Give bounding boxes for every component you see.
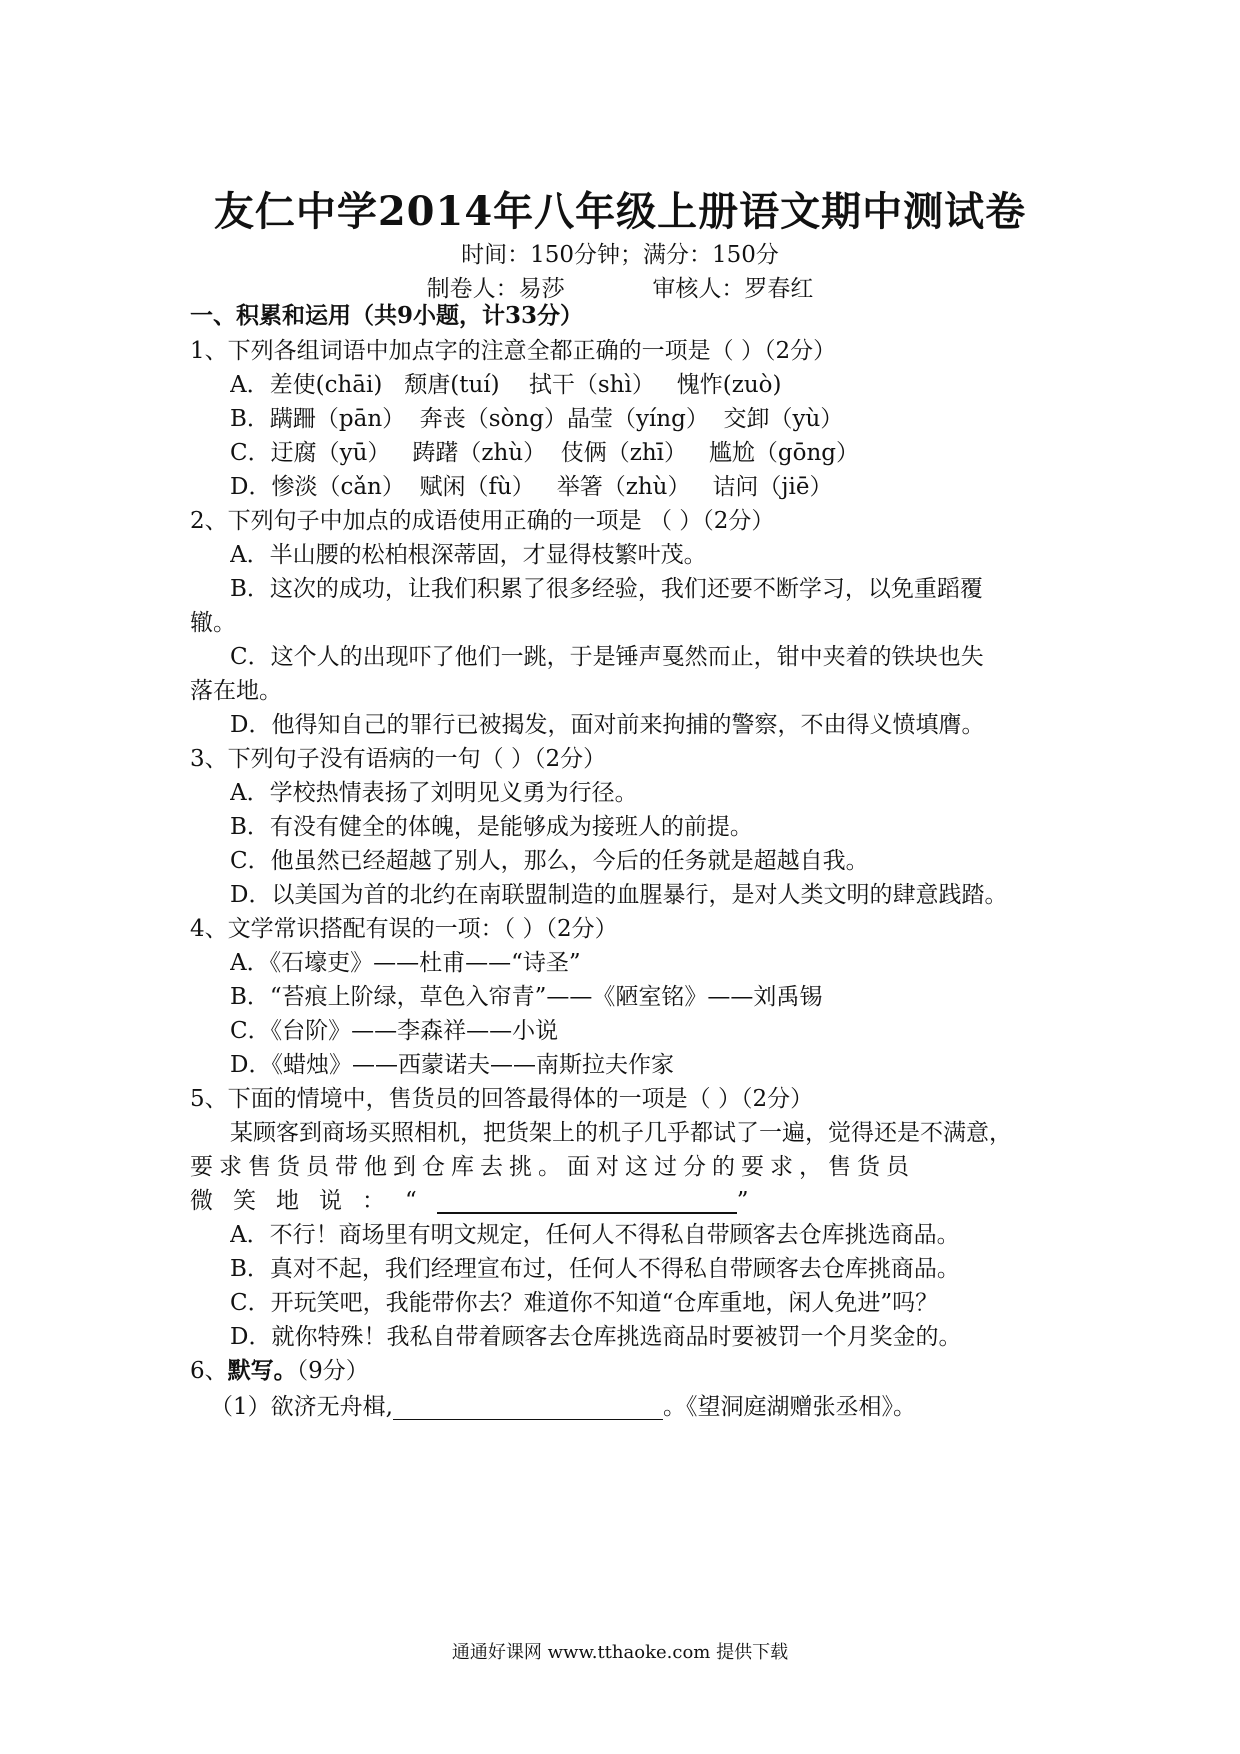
q1-option-c: C．迂腐（yū） 踌躇（zhù） 伎俩（zhī） 尴尬（gōng） — [230, 440, 860, 466]
q5-quote-prefix: 微笑地说：“ — [190, 1188, 437, 1214]
q5-stem: 5、下面的情境中，售货员的回答最得体的一项是（ ）（2分） — [190, 1086, 814, 1112]
q2-option-c-continued: 落在地。 — [190, 678, 282, 704]
q6-item-1-text: （1）欲济无舟楫, — [210, 1394, 393, 1420]
page-footer: 通通好课网 www.tthaoke.com 提供下载 — [451, 1642, 789, 1663]
q2-stem: 2、下列句子中加点的成语使用正确的一项是 （ ）（2分） — [190, 508, 775, 534]
q5-scenario-line2: 要求售货员带他到仓库去挑。面对这过分的要求，售货员 — [190, 1154, 915, 1180]
q6-title: 默写。 — [227, 1357, 297, 1384]
q3-option-b: B．有没有健全的体魄，是能够成为接班人的前提。 — [230, 814, 753, 840]
q3-stem: 3、下列句子没有语病的一句（ ）（2分） — [190, 746, 607, 772]
authors-line: 制卷人：易莎 审核人：罗春红 — [426, 276, 814, 302]
q1-option-b: B．蹒跚（pān） 奔丧（sòng）晶莹（yíng） 交卸（yù） — [230, 406, 844, 432]
q6-number: 6、 — [190, 1358, 228, 1384]
q2-option-d: D．他得知自己的罪行已被揭发，面对前来拘捕的警察，不由得义愤填膺。 — [230, 712, 985, 738]
q5-answer-blank[interactable] — [437, 1190, 737, 1214]
q3-option-a: A．学校热情表扬了刘明见义勇为行径。 — [230, 780, 638, 806]
q6-stem — [190, 1356, 1055, 1386]
q4-option-c: C．《台阶》——李森祥——小说 — [230, 1018, 559, 1044]
q5-option-c: C．开玩笑吧，我能带你去？难道你不知道“仓库重地，闲人免进”吗？ — [230, 1290, 939, 1316]
q6-item-1-source: 。《望洞庭湖赠张丞相》。 — [662, 1394, 916, 1420]
q6-item-1 — [210, 1392, 1035, 1422]
q2-option-b: B．这次的成功，让我们积累了很多经验，我们还要不断学习，以免重蹈覆 — [230, 576, 983, 602]
q1-option-a: A．差使(chāi) 颓唐(tuí) 拭干（shì） 愧怍(zuò) — [230, 372, 782, 398]
q6-item-1-blank[interactable] — [393, 1397, 663, 1420]
q5-option-a: A．不行！商场里有明文规定，任何人不得私自带顾客去仓库挑选商品。 — [230, 1222, 960, 1248]
q1-stem: 1、下列各组词语中加点字的注意全都正确的一项是（ ）（2分） — [190, 338, 837, 364]
q5-option-d: D．就你特殊！我私自带着顾客去仓库挑选商品时要被罚一个月奖金的。 — [230, 1324, 962, 1350]
exam-title: 友仁中学2014年八年级上册语文期中测试卷 — [213, 188, 1027, 235]
time-score-line: 时间：150分钟；满分：150分 — [461, 242, 779, 268]
q1-option-d: D．惨淡（cǎn） 赋闲（fù） 举箸（zhù） 诘问（jiē） — [230, 474, 833, 500]
q5-quote-suffix: ” — [736, 1188, 749, 1214]
q5-option-b: B．真对不起，我们经理宣布过，任何人不得私自带顾客去仓库挑商品。 — [230, 1256, 960, 1282]
q2-option-b-continued: 辙。 — [190, 610, 236, 636]
q6-score: （9分） — [296, 1358, 369, 1384]
q5-scenario-line1: 某顾客到商场买照相机，把货架上的机子几乎都试了一遍，觉得还是不满意， — [230, 1120, 1012, 1146]
q3-option-d: D．以美国为首的北约在南联盟制造的血腥暴行，是对人类文明的肆意践踏。 — [230, 882, 1008, 908]
q4-option-d: D．《蜡烛》——西蒙诺夫——南斯拉夫作家 — [230, 1052, 674, 1078]
q4-stem: 4、文学常识搭配有误的一项：（ ）（2分） — [190, 916, 618, 942]
q4-option-b: B．“苔痕上阶绿，草色入帘青”——《陋室铭》——刘禹锡 — [230, 984, 823, 1010]
q3-option-c: C．他虽然已经超越了别人，那么，今后的任务就是超越自我。 — [230, 848, 869, 874]
q2-option-a: A．半山腰的松柏根深蒂固，才显得枝繁叶茂。 — [230, 542, 707, 568]
section-heading: 一、积累和运用（共9小题，计33分） — [190, 302, 584, 329]
q2-option-c: C．这个人的出现吓了他们一跳，于是锤声戛然而止，钳中夹着的铁块也失 — [230, 644, 984, 670]
q5-scenario-line3 — [190, 1186, 1055, 1216]
q4-option-a: A．《石壕吏》——杜甫——“诗圣” — [230, 950, 581, 976]
